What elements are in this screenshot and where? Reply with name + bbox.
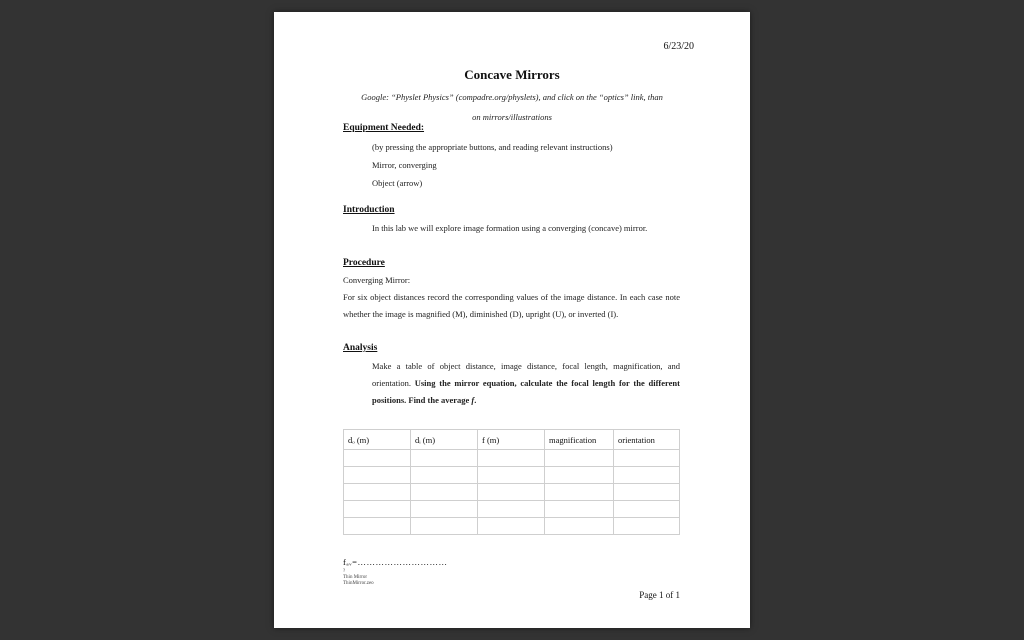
table-cell	[545, 501, 614, 518]
table-cell	[411, 467, 478, 484]
table-cell	[614, 518, 680, 535]
google-instructions-line-1: Google: “Physlet Physics” (compadre.org/physlets), and click on the “optics” link, than	[361, 92, 663, 102]
table-cell	[614, 484, 680, 501]
results-table	[343, 429, 680, 535]
equipment-item: Mirror, converging	[372, 160, 437, 170]
google-instructions	[344, 87, 680, 127]
table-row	[344, 518, 680, 535]
table-cell	[344, 501, 411, 518]
footer-small-text: Thin Mirror	[343, 575, 368, 580]
introduction-heading: Introduction	[343, 205, 395, 215]
table-cell	[344, 484, 411, 501]
table-cell	[478, 518, 545, 535]
google-instructions-line-2: on mirrors/illustrations	[472, 112, 552, 122]
table-cell	[478, 501, 545, 518]
table-cell	[411, 518, 478, 535]
table-cell	[478, 484, 545, 501]
analysis-text	[372, 358, 680, 409]
table-cell	[545, 450, 614, 467]
introduction-text: In this lab we will explore image formation using a converging (concave) mirror.	[372, 223, 648, 233]
document-title: Concave Mirrors	[464, 67, 560, 82]
table-row	[344, 467, 680, 484]
analysis-heading: Analysis	[343, 343, 378, 353]
table-cell	[344, 450, 411, 467]
table-header-row	[344, 430, 680, 450]
table-cell	[344, 518, 411, 535]
table-cell	[545, 518, 614, 535]
table-cell	[344, 467, 411, 484]
page-number: Page 1 of 1	[639, 590, 680, 600]
table-cell	[478, 450, 545, 467]
footer-small-text: ThinMirror.zeo	[343, 581, 374, 586]
equipment-item: Object (arrow)	[372, 178, 423, 188]
procedure-text: For six object distances record the corresponding values of the image distance. In each case note whether the image is magnified (M), diminished (D), upright (U), or inverted (I).	[343, 292, 680, 319]
table-cell	[614, 501, 680, 518]
analysis-bold-end: .	[474, 395, 477, 405]
table-header: dₒ (m)	[344, 430, 411, 450]
table-header: dᵢ (m)	[411, 430, 478, 450]
table-cell	[411, 484, 478, 501]
equipment-item: (by pressing the appropriate buttons, and reading relevant instructions)	[372, 142, 613, 152]
equipment-heading: Equipment Needed:	[343, 123, 425, 133]
table-row	[344, 484, 680, 501]
document-date: 6/23/20	[663, 41, 694, 52]
procedure-subheading: Converging Mirror:	[343, 275, 411, 285]
procedure-heading: Procedure	[343, 258, 385, 268]
document-page	[274, 12, 750, 628]
table-row	[344, 501, 680, 518]
footer-small-text: ?	[343, 569, 346, 574]
f-average-line: fₐᵥ=…………………………	[343, 557, 448, 567]
table-cell	[411, 450, 478, 467]
analysis-bold-variable: f	[471, 395, 475, 405]
analysis-plain-text: Make a table of object distance, image distance, focal length, magnification, and orientation.	[372, 361, 680, 388]
table-cell	[614, 467, 680, 484]
table-cell	[411, 501, 478, 518]
table-cell	[545, 467, 614, 484]
table-cell	[478, 467, 545, 484]
table-header: orientation	[614, 430, 680, 450]
table-header: f (m)	[478, 430, 545, 450]
analysis-bold-text: Using the mirror equation, calculate the focal length for the different positions. Find the average	[372, 378, 680, 405]
table-cell	[545, 484, 614, 501]
table-cell	[614, 450, 680, 467]
table-header: magnification	[545, 430, 614, 450]
table-row	[344, 450, 680, 467]
